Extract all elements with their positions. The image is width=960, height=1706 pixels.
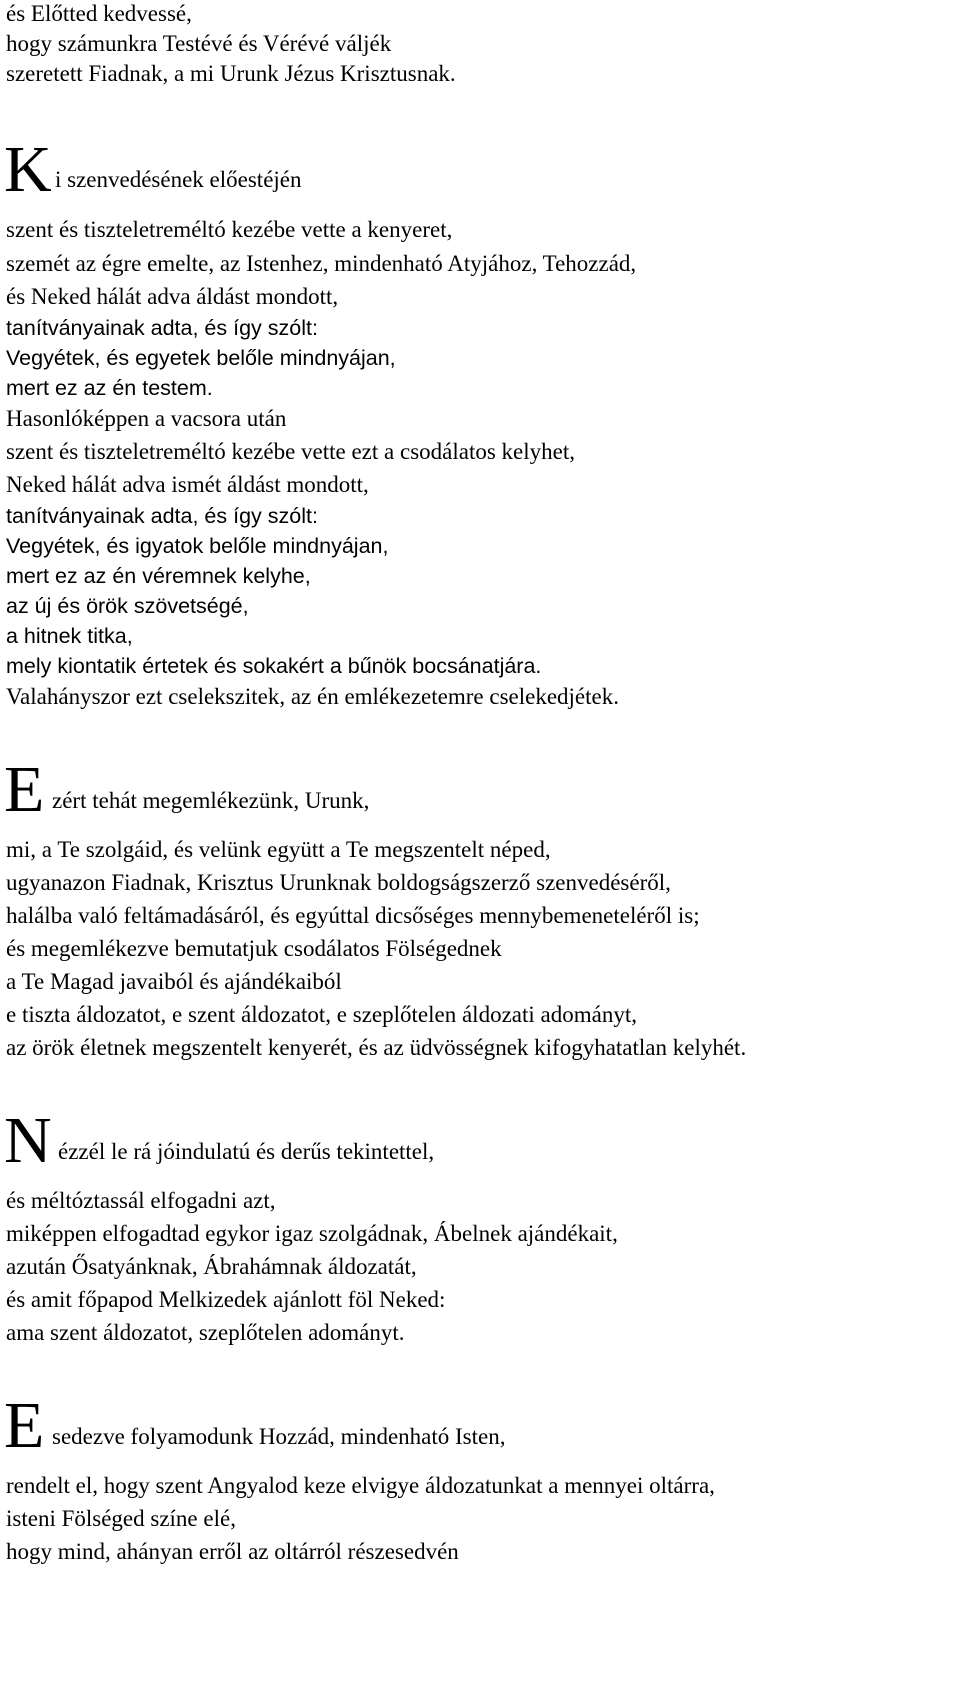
text-line: mert ez az én testem. <box>6 376 213 400</box>
drop-cap: E <box>4 753 45 826</box>
text-line: tanítványainak adta, és így szólt: <box>6 504 318 528</box>
text-line: isteni Fölséged színe elé, <box>6 1506 236 1531</box>
text-line: Vegyétek, és igyatok belőle mindnyájan, <box>6 534 389 558</box>
text-line: e tiszta áldozatot, e szent áldozatot, e szeplőtelen áldozati adományt, <box>6 1002 637 1027</box>
text-line: Neked hálát adva ismét áldást mondott, <box>6 472 369 497</box>
text-line: szent és tiszteletreméltó kezébe vette ezt a csodálatos kelyhet, <box>6 439 575 464</box>
text-line: zért tehát megemlékezünk, Urunk, <box>52 788 370 813</box>
text-line: i szenvedésének előestéjén <box>55 167 302 192</box>
text-line: azután Ősatyánknak, Ábrahámnak áldozatát, <box>6 1254 417 1279</box>
drop-cap: K <box>4 133 52 206</box>
text-line: és megemlékezve bemutatjuk csodálatos Fölségednek <box>6 936 502 961</box>
text-line: a Te Magad javaiból és ajándékaiból <box>6 969 342 994</box>
drop-cap: E <box>4 1389 45 1462</box>
text-line: mely kiontatik értetek és sokakért a bűnök bocsánatjára. <box>6 654 542 678</box>
text-line: és Előtted kedvessé, <box>6 1 192 26</box>
text-line: és amit főpapod Melkizedek ajánlott föl Neked: <box>6 1287 446 1312</box>
text-line: tanítványainak adta, és így szólt: <box>6 316 318 340</box>
text-line: hogy mind, ahányan erről az oltárról részesedvén <box>6 1539 459 1564</box>
text-line: szent és tiszteletreméltó kezébe vette a kenyeret, <box>6 217 453 242</box>
text-line: halálba való feltámadásáról, és egyúttal dicsőséges mennybemeneteléről is; <box>6 903 700 928</box>
text-line: hogy számunkra Testévé és Vérévé váljék <box>6 31 392 56</box>
text-line: az örök életnek megszentelt kenyerét, és az üdvösségnek kifogyhatatlan kelyhét. <box>6 1035 747 1060</box>
text-line: ézzél le rá jóindulatú és derűs tekintettel, <box>58 1139 435 1164</box>
text-line: Hasonlóképpen a vacsora után <box>6 406 287 431</box>
text-line: a hitnek titka, <box>6 624 133 648</box>
text-line: mi, a Te szolgáid, és velünk együtt a Te megszentelt néped, <box>6 837 551 862</box>
text-line: ama szent áldozatot, szeplőtelen adományt. <box>6 1320 405 1345</box>
drop-cap: N <box>4 1104 52 1177</box>
text-line: miképpen elfogadtad egykor igaz szolgádnak, Ábelnek ajándékait, <box>6 1221 618 1246</box>
text-line: szeretett Fiadnak, a mi Urunk Jézus Krisztusnak. <box>6 61 456 86</box>
text-line: Valahányszor ezt cselekszitek, az én emlékezetemre cselekedjétek. <box>6 684 619 709</box>
text-line: rendelt el, hogy szent Angyalod keze elvigye áldozatunkat a mennyei oltárra, <box>6 1473 715 1498</box>
text-line: az új és örök szövetségé, <box>6 594 249 618</box>
text-line: és Neked hálát adva áldást mondott, <box>6 284 339 309</box>
text-line: és méltóztassál elfogadni azt, <box>6 1188 276 1213</box>
text-line: Vegyétek, és egyetek belőle mindnyájan, <box>6 346 396 370</box>
text-line: szemét az égre emelte, az Istenhez, mindenható Atyjához, Tehozzád, <box>6 251 637 276</box>
text-line: sedezve folyamodunk Hozzád, mindenható Isten, <box>52 1424 506 1449</box>
text-line: mert ez az én véremnek kelyhe, <box>6 564 311 588</box>
text-line: ugyanazon Fiadnak, Krisztus Urunknak boldogságszerző szenvedéséről, <box>6 870 671 895</box>
